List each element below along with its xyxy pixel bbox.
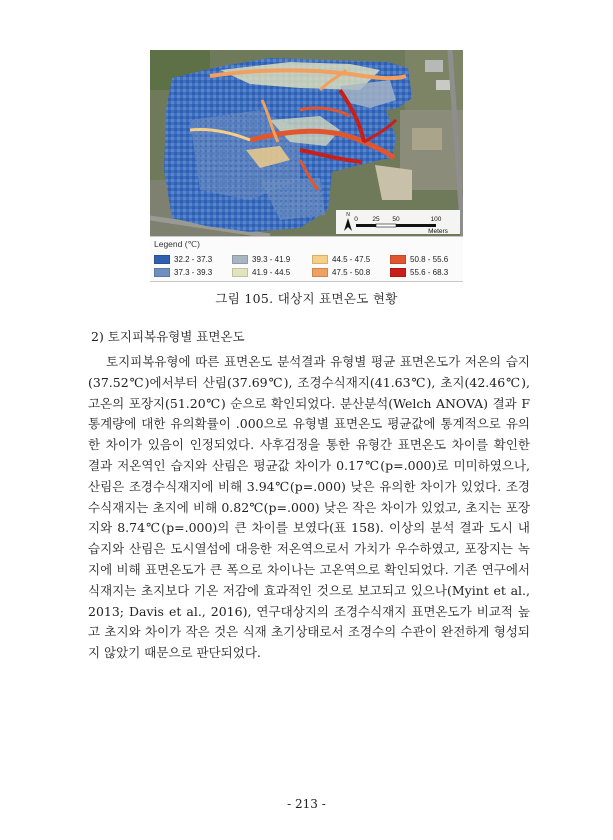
legend-label: 39.3 - 41.9 [252,255,291,264]
legend-swatch [154,268,170,277]
body-paragraph: 토지피복유형에 따른 표면온도 분석결과 유형별 평균 표면온도가 저온의 습지(37.52℃)에서부터 산림(37.69℃), 조경수식재지(41.63℃), 초지(42.46℃), 고온의 포장지(51.20℃) 순으로 확인되었다. 분산분석(Welch ANOVA) 결과 F통계량에 대한 유의확률이 .000으로 유형별 표면온도 평균값에 통계적으로 유의한 차이가 있음이 인정되었다. 사후검정을 통한 유형간 표면온도 차이를 확인한 결과 저온역인 습지와 산림은 평균값 차이가 0.17℃(p=.000)로 미미하였으나, 산림은 조경수식재지에 비해 3.94℃(p=.000) 낮은 유의한 차이가 있었다. 조경수식재지는 초지에 비해 0.82℃(p=.000) 낮은 작은 차이가 있었고, 초지는 포장지와 8.74℃(p=.000)의 큰 차이를 보였다(표 158). 이상의 분석 결과 도시 내 습지와 산림은 도시열섬에 대응한 저온역으로서 가치가 우수하였고, 포장지는 녹지에 비해 표면온도가 큰 폭으로 차이나는 고온역으로 확인되었다. 기존 연구에서 식재지는 초지보다 기온 저감에 효과적인 것으로 보고되고 있으나(Myint et al., 2013; Davis et al., 2016), 연구대상지의 조경수식재지 표면온도가 비교적 높고 초지와 차이가 작은 것은 식재 초기상태로서 조경수의 수관이 완전하게 형성되지 않았기 때문으로 판단되었다. [88,354,530,661]
legend-swatch [390,255,406,264]
scale-unit: Meters [428,228,448,235]
legend-label: 44.5 - 47.5 [332,255,371,264]
legend-item [312,255,370,265]
legend-item [154,255,212,265]
legend-item [232,255,290,265]
legend-item [390,268,448,278]
legend-title: Legend (℃) [154,239,200,249]
legend-label: 55.6 - 68.3 [410,268,449,277]
map-legend [150,236,463,282]
scale-tick-25: 25 [372,216,380,223]
legend-item [390,255,448,265]
scale-tick-50: 50 [392,216,400,223]
scale-tick-100: 100 [430,216,442,223]
section-heading: 2) 토지피복유형별 표면온도 [91,329,245,344]
legend-swatch [312,268,328,277]
legend-label: 37.3 - 39.3 [174,268,213,277]
scale-tick-0: 0 [354,216,358,223]
page-number: - 213 - [287,797,326,811]
legend-label: 50.8 - 55.6 [410,255,449,264]
legend-swatch [232,268,248,277]
legend-swatch [390,268,406,277]
legend-swatch [312,255,328,264]
surface-temperature-map [150,50,463,236]
legend-label: 47.5 - 50.8 [332,268,371,277]
legend-swatch [232,255,248,264]
legend-item [154,268,212,278]
surface-temperature-figure [150,50,463,280]
legend-item [232,268,290,278]
north-arrow-label: N [346,212,350,218]
legend-swatch [154,255,170,264]
legend-label: 32.2 - 37.3 [174,255,213,264]
legend-label: 41.9 - 44.5 [252,268,291,277]
legend-item [312,268,370,278]
figure-caption: 그림 105. 대상지 표면온도 현황 [215,291,398,306]
